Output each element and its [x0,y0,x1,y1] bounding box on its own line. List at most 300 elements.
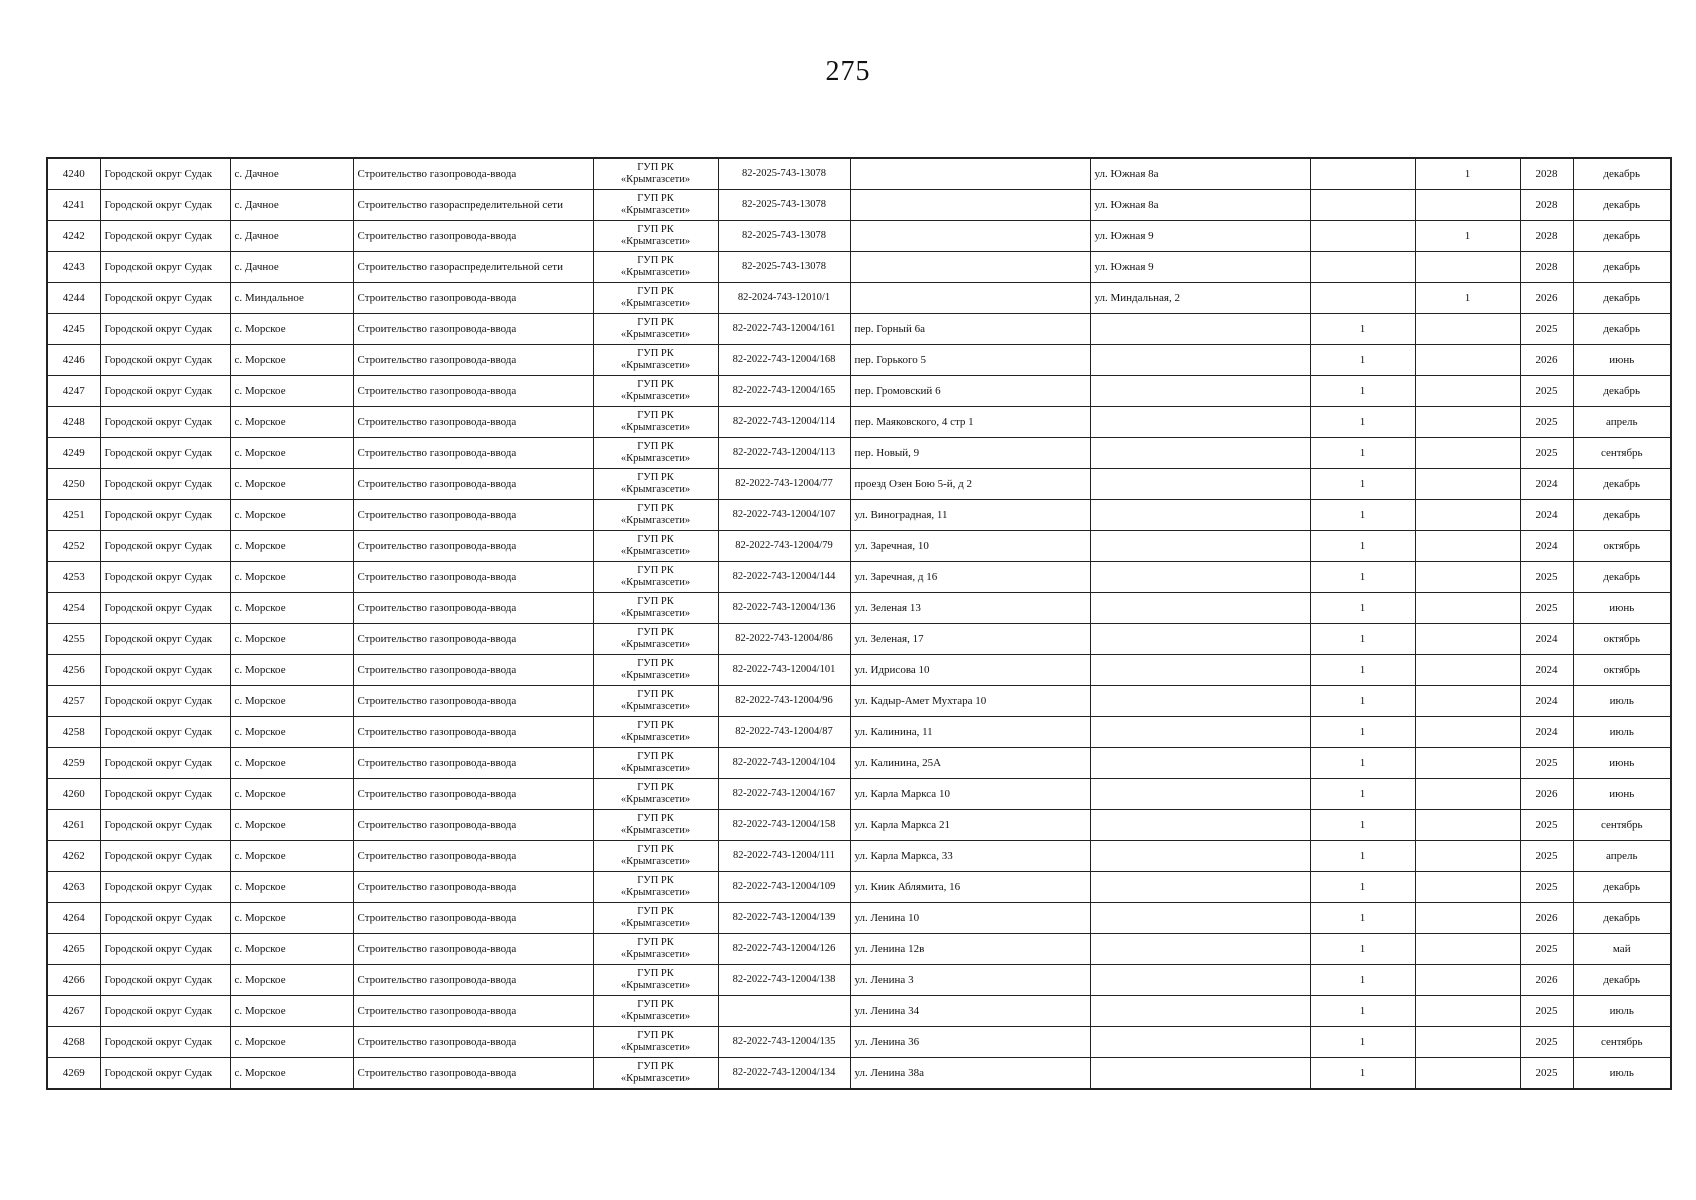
year-cell: 2025 [1520,748,1573,779]
row-number-cell: 4244 [47,283,100,314]
month-cell: декабрь [1573,965,1671,996]
district-cell: Городской округ Судак [100,314,230,345]
address-b-cell [1090,531,1310,562]
table-row [47,314,1671,345]
count-b-cell [1415,531,1520,562]
organization-line-1: ГУП РК [637,255,674,266]
organization-cell [593,469,718,500]
count-a-cell [1310,190,1415,221]
year-cell: 2025 [1520,996,1573,1027]
count-b-cell [1415,624,1520,655]
program-code-cell: 82-2022-743-12004/87 [718,717,850,748]
row-number-cell: 4253 [47,562,100,593]
district-cell: Городской округ Судак [100,190,230,221]
settlement-cell: с. Морское [230,996,353,1027]
district-cell: Городской округ Судак [100,252,230,283]
settlement-cell: с. Морское [230,593,353,624]
count-a-cell: 1 [1310,345,1415,376]
organization-cell [593,158,718,190]
organization-cell [593,624,718,655]
count-b-cell [1415,376,1520,407]
settlement-cell: с. Морское [230,500,353,531]
address-a-cell: ул. Карла Маркса, 33 [850,841,1090,872]
table-row [47,717,1671,748]
program-code-cell: 82-2022-743-12004/167 [718,779,850,810]
count-b-cell [1415,686,1520,717]
program-code-cell: 82-2025-743-13078 [718,252,850,283]
district-cell: Городской округ Судак [100,841,230,872]
count-a-cell: 1 [1310,562,1415,593]
settlement-cell: с. Морское [230,748,353,779]
count-a-cell: 1 [1310,1058,1415,1090]
organization-line-2: «Крымгазсети» [620,980,691,991]
count-b-cell [1415,779,1520,810]
row-number-cell: 4251 [47,500,100,531]
count-a-cell: 1 [1310,903,1415,934]
table-row [47,469,1671,500]
settlement-cell: с. Морское [230,934,353,965]
address-a-cell: пер. Маяковского, 4 стр 1 [850,407,1090,438]
program-code-cell: 82-2022-743-12004/111 [718,841,850,872]
district-cell: Городской округ Судак [100,531,230,562]
year-cell: 2025 [1520,376,1573,407]
address-a-cell: ул. Зеленая 13 [850,593,1090,624]
organization-line-1: ГУП РК [637,720,674,731]
count-a-cell: 1 [1310,500,1415,531]
organization-cell [593,314,718,345]
organization-line-2: «Крымгазсети» [620,267,691,278]
address-b-cell [1090,934,1310,965]
address-b-cell: ул. Южная 8а [1090,190,1310,221]
address-a-cell: ул. Заречная, 10 [850,531,1090,562]
district-cell: Городской округ Судак [100,283,230,314]
address-b-cell [1090,500,1310,531]
settlement-cell: с. Морское [230,438,353,469]
month-cell: сентябрь [1573,1027,1671,1058]
program-code-cell: 82-2025-743-13078 [718,158,850,190]
table-row [47,1027,1671,1058]
organization-cell [593,252,718,283]
organization-cell [593,376,718,407]
address-a-cell: ул. Ленина 12в [850,934,1090,965]
row-number-cell: 4264 [47,903,100,934]
organization-line-1: ГУП РК [637,162,674,173]
organization-line-1: ГУП РК [637,379,674,390]
organization-cell [593,407,718,438]
program-code-cell: 82-2022-743-12004/77 [718,469,850,500]
program-code-cell: 82-2022-743-12004/134 [718,1058,850,1090]
organization-line-2: «Крымгазсети» [620,608,691,619]
row-number-cell: 4241 [47,190,100,221]
district-cell: Городской округ Судак [100,686,230,717]
district-cell: Городской округ Судак [100,500,230,531]
address-b-cell: ул. Южная 9 [1090,221,1310,252]
settlement-cell: с. Морское [230,314,353,345]
address-a-cell: пер. Новый, 9 [850,438,1090,469]
year-cell: 2025 [1520,810,1573,841]
count-a-cell: 1 [1310,655,1415,686]
table-row [47,593,1671,624]
year-cell: 2028 [1520,252,1573,283]
work-type-cell: Строительство газопровода-ввода [353,314,593,345]
count-b-cell [1415,407,1520,438]
address-b-cell: ул. Миндальная, 2 [1090,283,1310,314]
address-a-cell: пер. Громовский 6 [850,376,1090,407]
district-cell: Городской округ Судак [100,438,230,469]
page-number: 275 [825,56,871,87]
district-cell: Городской округ Судак [100,158,230,190]
year-cell: 2025 [1520,562,1573,593]
row-number-cell: 4266 [47,965,100,996]
organization-line-2: «Крымгазсети» [620,670,691,681]
row-number-cell: 4248 [47,407,100,438]
address-a-cell: ул. Зеленая, 17 [850,624,1090,655]
organization-line-1: ГУП РК [637,906,674,917]
table-row [47,531,1671,562]
row-number-cell: 4256 [47,655,100,686]
year-cell: 2024 [1520,686,1573,717]
address-b-cell [1090,376,1310,407]
row-number-cell: 4247 [47,376,100,407]
program-code-cell: 82-2022-743-12004/165 [718,376,850,407]
organization-cell [593,934,718,965]
organization-line-2: «Крымгазсети» [620,763,691,774]
organization-line-1: ГУП РК [637,441,674,452]
organization-cell [593,1058,718,1090]
count-a-cell: 1 [1310,438,1415,469]
work-type-cell: Строительство газопровода-ввода [353,841,593,872]
district-cell: Городской округ Судак [100,1058,230,1090]
organization-line-2: «Крымгазсети» [620,422,691,433]
organization-cell [593,562,718,593]
row-number-cell: 4252 [47,531,100,562]
table-row [47,903,1671,934]
work-type-cell: Строительство газопровода-ввода [353,965,593,996]
organization-line-2: «Крымгазсети» [620,484,691,495]
table-row [47,376,1671,407]
month-cell: октябрь [1573,624,1671,655]
count-b-cell [1415,717,1520,748]
program-code-cell: 82-2022-743-12004/101 [718,655,850,686]
address-a-cell [850,158,1090,190]
table-row [47,996,1671,1027]
organization-line-2: «Крымгазсети» [620,1042,691,1053]
work-type-cell: Строительство газопровода-ввода [353,1027,593,1058]
address-a-cell [850,252,1090,283]
month-cell: июнь [1573,593,1671,624]
address-a-cell: ул. Ленина 36 [850,1027,1090,1058]
organization-line-1: ГУП РК [637,968,674,979]
address-b-cell [1090,748,1310,779]
organization-cell [593,903,718,934]
table-row [47,686,1671,717]
program-code-cell: 82-2025-743-13078 [718,221,850,252]
organization-cell [593,810,718,841]
organization-cell [593,593,718,624]
organization-line-2: «Крымгазсети» [620,453,691,464]
count-b-cell [1415,593,1520,624]
organization-line-1: ГУП РК [637,472,674,483]
settlement-cell: с. Морское [230,531,353,562]
year-cell: 2026 [1520,779,1573,810]
count-b-cell [1415,1027,1520,1058]
address-a-cell: проезд Озен Бою 5-й, д 2 [850,469,1090,500]
program-code-cell: 82-2022-743-12004/168 [718,345,850,376]
organization-line-2: «Крымгазсети» [620,887,691,898]
table-row [47,872,1671,903]
work-type-cell: Строительство газопровода-ввода [353,562,593,593]
count-a-cell: 1 [1310,748,1415,779]
program-code-cell: 82-2022-743-12004/144 [718,562,850,593]
year-cell: 2026 [1520,345,1573,376]
table-row [47,438,1671,469]
work-type-cell: Строительство газопровода-ввода [353,1058,593,1090]
row-number-cell: 4240 [47,158,100,190]
count-a-cell [1310,283,1415,314]
address-a-cell: ул. Идрисова 10 [850,655,1090,686]
organization-line-1: ГУП РК [637,782,674,793]
count-b-cell [1415,903,1520,934]
month-cell: декабрь [1573,283,1671,314]
work-type-cell: Строительство газопровода-ввода [353,593,593,624]
count-a-cell: 1 [1310,593,1415,624]
row-number-cell: 4255 [47,624,100,655]
year-cell: 2028 [1520,158,1573,190]
district-cell: Городской округ Судак [100,903,230,934]
address-b-cell [1090,407,1310,438]
count-a-cell: 1 [1310,407,1415,438]
settlement-cell: с. Дачное [230,158,353,190]
table-row [47,221,1671,252]
organization-line-1: ГУП РК [637,658,674,669]
month-cell: июль [1573,717,1671,748]
table-row [47,345,1671,376]
row-number-cell: 4243 [47,252,100,283]
work-type-cell: Строительство газопровода-ввода [353,717,593,748]
count-b-cell [1415,841,1520,872]
district-cell: Городской округ Судак [100,221,230,252]
organization-cell [593,438,718,469]
table-row [47,252,1671,283]
address-b-cell [1090,1058,1310,1090]
table-row [47,934,1671,965]
month-cell: декабрь [1573,872,1671,903]
table-row [47,624,1671,655]
program-code-cell: 82-2022-743-12004/107 [718,500,850,531]
settlement-cell: с. Морское [230,810,353,841]
table-row [47,500,1671,531]
table-row [47,841,1671,872]
organization-line-1: ГУП РК [637,565,674,576]
district-cell: Городской округ Судак [100,593,230,624]
work-type-cell: Строительство газопровода-ввода [353,934,593,965]
row-number-cell: 4269 [47,1058,100,1090]
program-code-cell: 82-2022-743-12004/136 [718,593,850,624]
row-number-cell: 4257 [47,686,100,717]
month-cell: июль [1573,1058,1671,1090]
count-b-cell [1415,345,1520,376]
address-b-cell [1090,438,1310,469]
organization-line-1: ГУП РК [637,1061,674,1072]
address-b-cell [1090,562,1310,593]
address-a-cell: ул. Ленина 10 [850,903,1090,934]
settlement-cell: с. Морское [230,376,353,407]
count-a-cell: 1 [1310,965,1415,996]
address-a-cell [850,283,1090,314]
row-number-cell: 4267 [47,996,100,1027]
settlement-cell: с. Морское [230,1027,353,1058]
month-cell: декабрь [1573,158,1671,190]
month-cell: декабрь [1573,221,1671,252]
organization-line-1: ГУП РК [637,751,674,762]
organization-line-2: «Крымгазсети» [620,329,691,340]
district-cell: Городской округ Судак [100,996,230,1027]
settlement-cell: с. Морское [230,624,353,655]
table-row [47,158,1671,190]
organization-cell [593,748,718,779]
organization-cell [593,283,718,314]
year-cell: 2025 [1520,1058,1573,1090]
program-code-cell: 82-2022-743-12004/158 [718,810,850,841]
district-cell: Городской округ Судак [100,624,230,655]
month-cell: декабрь [1573,562,1671,593]
row-number-cell: 4242 [47,221,100,252]
organization-cell [593,717,718,748]
count-b-cell [1415,934,1520,965]
district-cell: Городской округ Судак [100,810,230,841]
organization-cell [593,779,718,810]
address-a-cell: ул. Карла Маркса 21 [850,810,1090,841]
month-cell: июнь [1573,779,1671,810]
work-type-cell: Строительство газопровода-ввода [353,655,593,686]
settlement-cell: с. Морское [230,779,353,810]
organization-line-2: «Крымгазсети» [620,825,691,836]
count-b-cell [1415,469,1520,500]
work-type-cell: Строительство газопровода-ввода [353,810,593,841]
table-row [47,562,1671,593]
settlement-cell: с. Морское [230,903,353,934]
row-number-cell: 4249 [47,438,100,469]
settlement-cell: с. Дачное [230,190,353,221]
organization-line-1: ГУП РК [637,317,674,328]
address-b-cell [1090,593,1310,624]
count-a-cell: 1 [1310,314,1415,345]
row-number-cell: 4245 [47,314,100,345]
work-type-cell: Строительство газопровода-ввода [353,469,593,500]
district-cell: Городской округ Судак [100,717,230,748]
table-row [47,965,1671,996]
table-row [47,810,1671,841]
row-number-cell: 4262 [47,841,100,872]
row-number-cell: 4265 [47,934,100,965]
organization-line-2: «Крымгазсети» [620,1073,691,1084]
address-a-cell: ул. Заречная, д 16 [850,562,1090,593]
count-b-cell: 1 [1415,158,1520,190]
program-code-cell: 82-2024-743-12010/1 [718,283,850,314]
registry-body [47,158,1671,1089]
organization-line-1: ГУП РК [637,999,674,1010]
organization-line-2: «Крымгазсети» [620,701,691,712]
month-cell: октябрь [1573,655,1671,686]
organization-cell [593,190,718,221]
address-b-cell [1090,624,1310,655]
count-a-cell: 1 [1310,934,1415,965]
district-cell: Городской округ Судак [100,872,230,903]
organization-cell [593,655,718,686]
count-a-cell [1310,221,1415,252]
organization-cell [593,531,718,562]
table-row [47,779,1671,810]
organization-line-2: «Крымгазсети» [620,236,691,247]
organization-cell [593,965,718,996]
program-code-cell: 82-2022-743-12004/139 [718,903,850,934]
settlement-cell: с. Морское [230,717,353,748]
address-a-cell: ул. Калинина, 25А [850,748,1090,779]
address-b-cell [1090,841,1310,872]
organization-line-1: ГУП РК [637,1030,674,1041]
address-b-cell [1090,996,1310,1027]
month-cell: июнь [1573,345,1671,376]
count-b-cell [1415,314,1520,345]
work-type-cell: Строительство газопровода-ввода [353,872,593,903]
count-a-cell: 1 [1310,531,1415,562]
program-code-cell: 82-2025-743-13078 [718,190,850,221]
district-cell: Городской округ Судак [100,655,230,686]
organization-line-1: ГУП РК [637,348,674,359]
address-a-cell: пер. Горького 5 [850,345,1090,376]
organization-line-1: ГУП РК [637,596,674,607]
address-a-cell: ул. Калинина, 11 [850,717,1090,748]
district-cell: Городской округ Судак [100,407,230,438]
settlement-cell: с. Дачное [230,252,353,283]
row-number-cell: 4261 [47,810,100,841]
table-row [47,190,1671,221]
address-b-cell [1090,779,1310,810]
count-b-cell [1415,748,1520,779]
organization-cell [593,841,718,872]
count-a-cell: 1 [1310,469,1415,500]
organization-line-2: «Крымгазсети» [620,298,691,309]
organization-line-2: «Крымгазсети» [620,205,691,216]
settlement-cell: с. Морское [230,872,353,903]
program-code-cell: 82-2022-743-12004/104 [718,748,850,779]
settlement-cell: с. Морское [230,686,353,717]
count-a-cell: 1 [1310,996,1415,1027]
count-b-cell [1415,252,1520,283]
address-b-cell [1090,686,1310,717]
month-cell: апрель [1573,407,1671,438]
program-code-cell: 82-2022-743-12004/86 [718,624,850,655]
month-cell: декабрь [1573,376,1671,407]
organization-line-2: «Крымгазсети» [620,515,691,526]
settlement-cell: с. Миндальное [230,283,353,314]
gasification-registry-table [46,157,1672,1090]
district-cell: Городской округ Судак [100,748,230,779]
year-cell: 2025 [1520,314,1573,345]
count-a-cell: 1 [1310,686,1415,717]
organization-line-1: ГУП РК [637,286,674,297]
count-b-cell [1415,190,1520,221]
program-code-cell: 82-2022-743-12004/126 [718,934,850,965]
work-type-cell: Строительство газопровода-ввода [353,500,593,531]
organization-cell [593,686,718,717]
address-b-cell [1090,903,1310,934]
program-code-cell: 82-2022-743-12004/109 [718,872,850,903]
organization-line-1: ГУП РК [637,193,674,204]
organization-line-2: «Крымгазсети» [620,639,691,650]
address-a-cell: ул. Ленина 3 [850,965,1090,996]
month-cell: сентябрь [1573,810,1671,841]
